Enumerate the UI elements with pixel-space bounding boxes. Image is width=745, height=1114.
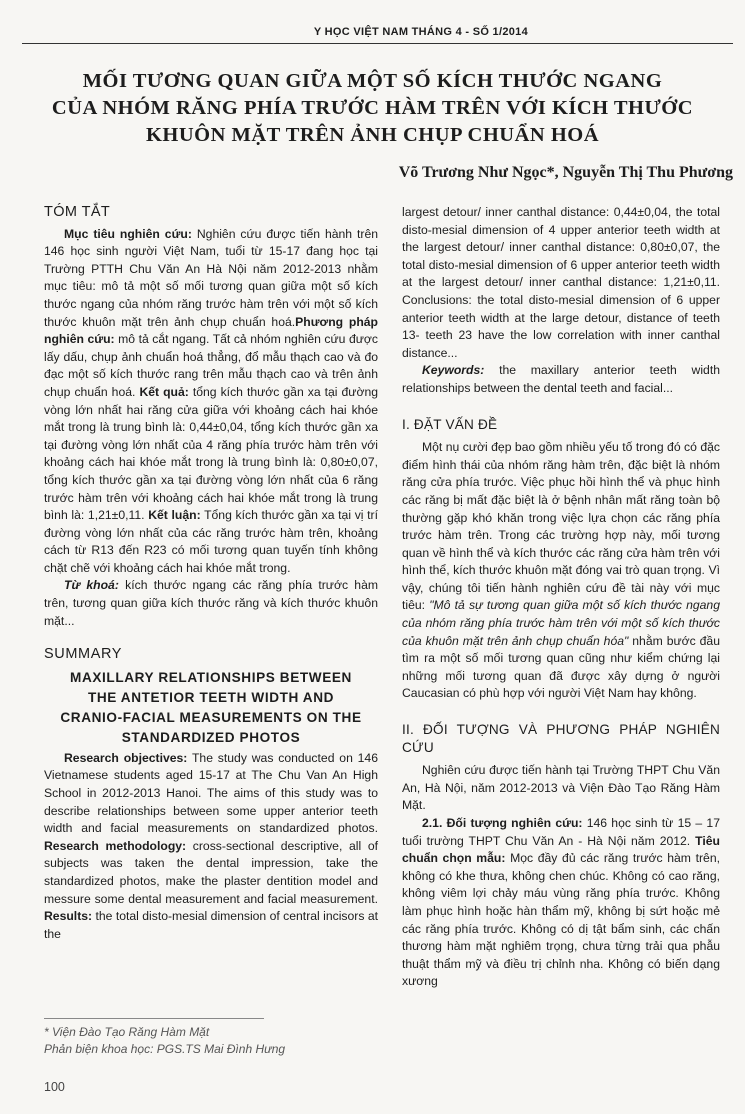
page-number: 100 [44, 1080, 65, 1094]
subjects-text: 146 học sinh từ 15 – 17 tuổi trường THPT Chu Văn An - Hà Nội năm 2012. [402, 816, 720, 848]
journal-name: Y HỌC VIỆT NAM THÁNG 4 - SỐ 1/2014 [313, 26, 528, 38]
journal-header [22, 26, 733, 44]
method-text: mô tả cắt ngang. Tất cả nhóm nghiên cứu được lấy dấu, chụp ảnh chuẩn hoá thẳng, đổ mẫu thạch cao và đo đạc một số kích thước rang trên mẫu thạch cao và trên ảnh chụp chuẩn hoá. [44, 332, 379, 399]
section-1-text-b: nhằm bước đầu tìm ra một số mối tương quan cũng như kiểm chứng lại những mối tương quan đã được xây dựng ở người Caucasian có phù hợp với người Việt Nam hay không. [402, 633, 720, 701]
section-1-quote: "Mô tả sự tương quan giữa một số kích thước ngang của nhóm răng phía trước hàm trên với một số kích thước của khuôn mặt trên ảnh chụp chuẩn hóa" [402, 598, 720, 648]
summary-title-line-4: STANDARDIZED PHOTOS [121, 729, 301, 745]
right-column [402, 204, 720, 991]
research-objectives-text: The study was conducted on 146 Vietnamese students aged 15-17 at The Chu Van An High School in 2012-2013 Hanoi. The aims of this study was to describe relationships between some upper anterior teeth width and facial measurements on standardized photos. [44, 750, 378, 836]
title-line-3: KHUÔN MẶT TRÊN ẢNH CHỤP CHUẨN HOÁ [145, 124, 600, 146]
summary-continued: largest detour/ inner canthal distance: 0,44±0,04, the total disto-mesial dimension of 4 upper anterior teeth width at the largest detour/ inner canthal distance: 0,80±0,07, the total disto-mesial dimension of 6 upper anterior teeth width at the largest detour/ inner canthal distance: 1,21±0,11. Conclusions: the total disto-mesial dimension of 6 upper anterior teeth width at the large detour, distance of teeth 13- teeth 23 have the low correlation with inner canthal distance... [402, 205, 720, 360]
results-label: Results: [44, 909, 93, 924]
conclusion-text: Tổng kích thước gần xa tại vị trí đường vòng lớn nhất của các răng trước hàm trên, khoảng cách từ R13 đến R23 có mối tương quan tuyến tính không chặt chẽ với khoảng cách hai khóe mắt trong. [44, 508, 378, 575]
keywords-vi-text: kích thước ngang các răng phía trước hàm trên, tương quan giữa kích thước răng và kích thước khuôn mặt... [44, 578, 378, 628]
subjects-label: 2.1. Đối tượng nghiên cứu: [422, 816, 583, 830]
summary-title-line-2: THE ANTETIOR TEETH WIDTH AND [87, 689, 335, 705]
footnote-affiliation: * Viện Đào Tạo Răng Hàm Mặt [44, 1025, 210, 1039]
results-text: the total disto-mesial dimension of central incisors at the [44, 909, 378, 941]
section-2-heading: II. ĐỐI TƯỢNG VÀ PHƯƠNG PHÁP NGHIÊN CỨU [402, 722, 720, 755]
criteria-text: Mọc đầy đủ các răng trước hàm trên, không có khe thưa, không chen chúc. Không có cao răng, không viêm lợi chảy máu vùng răng phía trước. Không làm phục hình hoặc hàn thẩm mỹ, không bị sứt hoặc mẻ các răng phía trước. Không có dị tật bẩm sinh, các chấn thương hàm mặt nghiêm trọng, chưa từng trải qua phẫu thuật thẩm mỹ và điều trị chỉnh nha. Không có biến dạng xương [402, 851, 720, 989]
result-label: Kết quả: [139, 384, 189, 399]
section-1-paragraph [402, 439, 720, 703]
article-title [40, 68, 705, 149]
objective-label: Mục tiêu nghiên cứu: [64, 226, 192, 241]
summary-title-line-1: MAXILLARY RELATIONSHIPS BETWEEN [70, 669, 352, 685]
keywords-en-label: Keywords: [422, 363, 485, 378]
criteria-label: Tiêu chuẩn chọn mẫu: [402, 833, 721, 866]
summary-title [44, 668, 378, 748]
keywords-vi [44, 577, 378, 630]
objective-text: Nghiên cứu được tiến hành trên 146 học sinh người Việt Nam, tuổi từ 15-17 đang học tại Trường PTTH Chu Văn An Hà Nội năm 2012-2013 nhằm mục tiêu: mô tả một số mối tương quan giữa một số kích thước ngang của nhóm răng trước hàm trên với một số kích thước khuôn mặt trên ảnh chụp chuẩn hoá. [44, 226, 378, 329]
authors: Võ Trương Như Ngọc*, Nguyễn Thị Thu Phương [398, 164, 733, 181]
section-1-text-a: Một nụ cười đẹp bao gồm nhiều yếu tố trong đó có đặc điểm hình thái của nhóm răng hàm trên, đặc biệt là nhóm răng cửa phía trước. Việc phục hồi hình thể và phục hình các răng bị mất đặc biệt là ở bệnh nhân mất răng toàn bộ thường gặp khó khăn trong việc lựa chọn các răng phía trước hàm trên. Trong các trường hợp này, mối tương quan về hình thể và kích thước các răng cửa hàm trên với hình thể, kích thước khuôn mặt đóng vai trò quan trọng. Vì vậy, chúng tôi tiến hành nghiên cứu đề tài này với mục tiêu: [402, 440, 720, 613]
footnote-divider [44, 1018, 264, 1019]
summary-paragraph [44, 750, 378, 944]
research-methodology-label: Research methodology: [44, 838, 187, 853]
summary-title-line-3: CRANIO-FACIAL MEASUREMENTS ON THE [60, 709, 362, 725]
keywords-en [402, 362, 720, 397]
title-line-1: MỐI TƯƠNG QUAN GIỮA MỘT SỐ KÍCH THƯỚC NGANG [82, 70, 663, 92]
result-text: tổng kích thước gần xa tại đường vòng lớn nhất hai răng cửa giữa với khoảng cách hai khóe mắt trong là trung bình là: 0,44±0,04, tổng kích thước gần xa tại đường vòng lớn nhất của 4 răng phía trước hàm trên với khoảng cách hai khóe mắt trong là trung bình là: 0,80±0,07, tổng kích thước gần xa tại đường vòng lớn nhất của 6 răng trước hàm trên với khoảng cách hai khóe mắt trong là trung bình là: 1,21±0,11. [44, 384, 379, 523]
footnote [44, 1024, 285, 1058]
section-2-intro: Nghiên cứu được tiến hành tại Trường THPT Chu Văn An, Hà Nội, năm 2012-2013 và Viện Đào Tạo Răng Hàm Mặt. [402, 763, 720, 813]
section-2-1-paragraph [402, 815, 720, 991]
section-1-heading: I. ĐẶT VẤN ĐỀ [402, 416, 498, 432]
footnote-reviewer: Phản biện khoa học: PGS.TS Mai Đình Hưng [44, 1042, 286, 1056]
keywords-en-text: the maxillary anterior teeth width relationships between the dental teeth and facial... [402, 363, 720, 395]
method-label: Phương pháp nghiên cứu: [44, 314, 378, 347]
title-line-2: CỦA NHÓM RĂNG PHÍA TRƯỚC HÀM TRÊN VỚI KÍCH THƯỚC [51, 97, 694, 119]
research-objectives-label: Research objectives: [64, 750, 188, 765]
abstract-vi-paragraph [44, 226, 378, 578]
keywords-vi-label: Từ khoá: [64, 578, 119, 593]
left-column [44, 204, 378, 943]
abstract-heading: TÓM TẮT [44, 204, 111, 220]
conclusion-label: Kết luận: [148, 508, 201, 523]
research-methodology-text: cross-sectional descriptive, all of subjects was taken the dental impression, take the standardized photos, make the plaster dentition model and messure some dental measurement and facial measurement. [44, 838, 378, 906]
summary-heading: SUMMARY [44, 646, 123, 663]
